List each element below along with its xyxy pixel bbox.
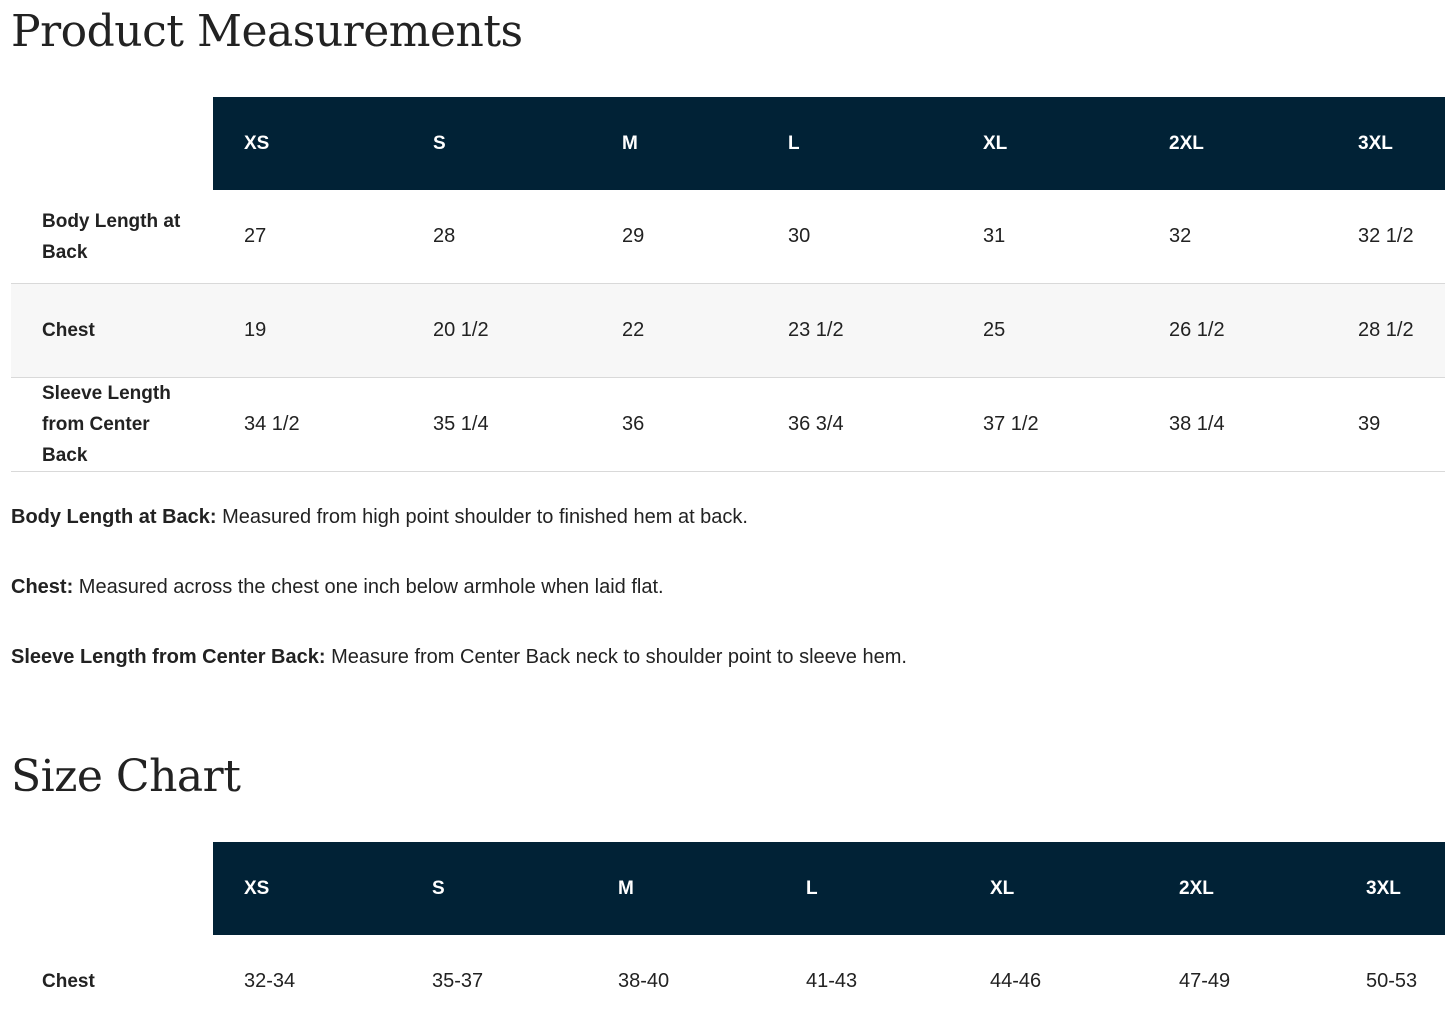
size-header-l: L [775, 842, 959, 935]
table-row-chest [11, 935, 1445, 1027]
measurements-header-row [11, 97, 1445, 190]
table-cell: 37 1/2 [983, 413, 1039, 435]
size-chart-corner-cell [11, 842, 213, 935]
table-cell: 30 [788, 225, 811, 247]
definition-text: Measured across the chest one inch below armhole when laid flat. [73, 576, 664, 598]
size-chart-title: Size Chart [11, 751, 241, 802]
size-header-l: L [757, 97, 952, 190]
size-header-3xl: 3XL [1335, 842, 1445, 935]
product-measurements-table [11, 97, 1445, 472]
definition-chest [11, 575, 1431, 599]
measurement-definitions [11, 505, 1431, 715]
table-cell: 22 [622, 319, 645, 341]
measurements-corner-cell [11, 97, 213, 190]
definition-body-length [11, 505, 1431, 529]
product-measurements-title: Product Measurements [11, 6, 523, 57]
table-cell: 36 3/4 [788, 413, 844, 435]
size-header-s: S [401, 842, 587, 935]
definition-text: Measured from high point shoulder to finished hem at back. [216, 506, 748, 528]
definition-text: Measure from Center Back neck to shoulder point to sleeve hem. [325, 646, 907, 668]
table-row-sleeve-length [11, 378, 1445, 472]
table-cell: 38 1/4 [1169, 413, 1225, 435]
definition-term: Chest: [11, 576, 74, 598]
definition-term: Body Length at Back: [11, 506, 217, 528]
table-cell: 41-43 [806, 969, 858, 992]
size-header-m: M [591, 97, 757, 190]
table-cell: 31 [983, 225, 1006, 247]
table-cell: 32 1/2 [1358, 225, 1414, 247]
size-header-s: S [402, 97, 591, 190]
definition-term: Sleeve Length from Center Back: [11, 646, 326, 668]
row-label-sleeve-length [11, 378, 213, 472]
table-row-chest [11, 284, 1445, 378]
table-cell: 28 [433, 225, 456, 247]
table-cell: 29 [622, 225, 645, 247]
row-label-text: Chest [42, 320, 95, 341]
table-cell: 35 1/4 [433, 413, 489, 435]
table-cell: 44-46 [990, 969, 1042, 992]
size-chart-header-row [11, 842, 1445, 935]
size-header-xl: XL [952, 97, 1138, 190]
table-cell: 32 [1169, 225, 1192, 247]
size-header-xs: XS [213, 842, 401, 935]
table-cell: 38-40 [618, 969, 670, 992]
size-header-2xl: 2XL [1138, 97, 1327, 190]
table-cell: 23 1/2 [788, 319, 844, 341]
row-label-chest: Chest [42, 970, 95, 992]
size-chart-table [11, 842, 1445, 1027]
table-cell: 19 [244, 319, 267, 341]
table-cell: 20 1/2 [433, 319, 489, 341]
row-label-chest [11, 284, 213, 378]
table-cell: 34 1/2 [244, 413, 300, 435]
table-cell: 32-34 [244, 969, 296, 992]
size-header-3xl: 3XL [1327, 97, 1445, 190]
table-cell: 47-49 [1179, 969, 1231, 992]
size-header-xs: XS [213, 97, 402, 190]
row-label-text: Body Length at Back [42, 210, 181, 263]
definition-sleeve-length [11, 645, 1431, 669]
row-label-body-length [11, 190, 213, 284]
table-cell: 28 1/2 [1358, 319, 1414, 341]
table-cell: 50-53 [1366, 969, 1418, 992]
table-cell: 27 [244, 225, 267, 247]
table-cell: 39 [1358, 413, 1381, 435]
table-cell: 35-37 [432, 969, 484, 992]
size-header-xl: XL [959, 842, 1148, 935]
size-header-2xl: 2XL [1148, 842, 1335, 935]
table-cell: 36 [622, 413, 645, 435]
table-cell: 25 [983, 319, 1006, 341]
size-header-m: M [587, 842, 775, 935]
table-row-body-length [11, 190, 1445, 284]
row-label-text: Sleeve Length from Center Back [42, 383, 171, 466]
table-cell: 26 1/2 [1169, 319, 1225, 341]
